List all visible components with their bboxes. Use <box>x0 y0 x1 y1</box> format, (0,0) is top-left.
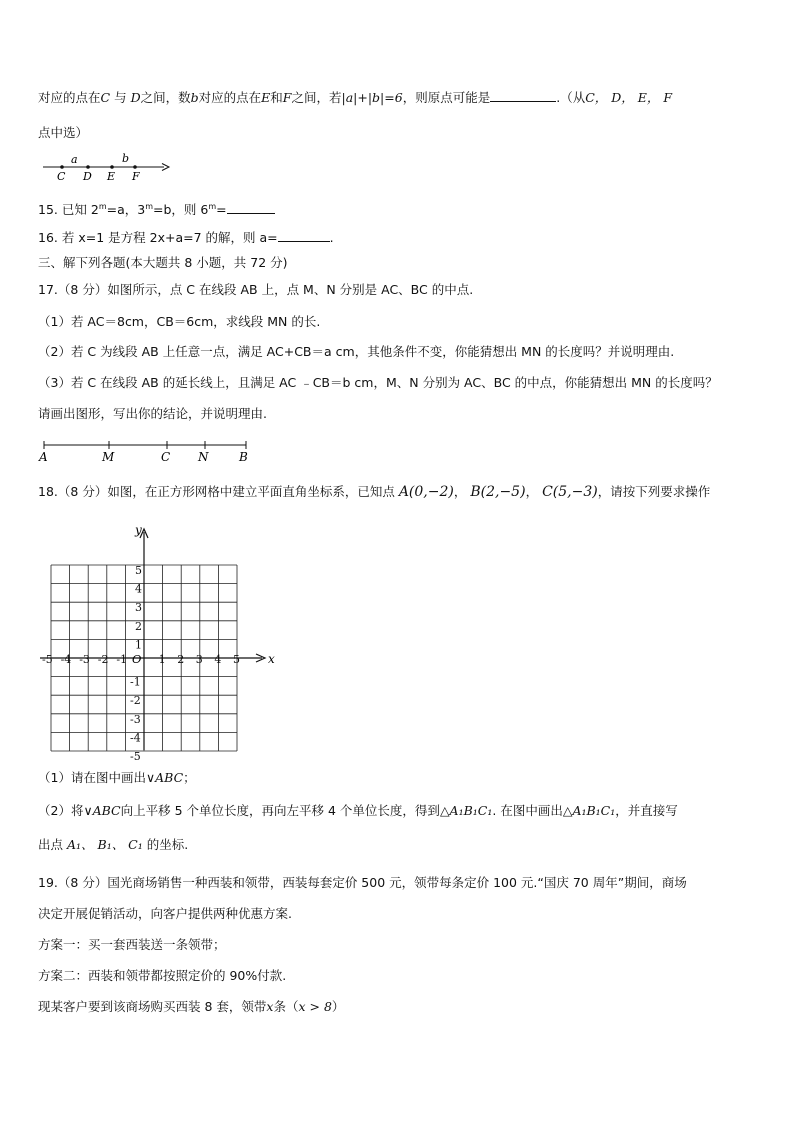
text: = <box>216 202 227 218</box>
y-tick-label: 4 <box>135 582 142 596</box>
text: 对应的点在 <box>198 90 262 105</box>
question-number: 18. <box>38 484 58 499</box>
x-tick-label: 4 <box>214 653 222 666</box>
text: （8 分）如图，在正方形网格中建立平面直角坐标系，已知点 <box>57 484 395 499</box>
y-tick-label: -4 <box>130 731 141 745</box>
label-e: E <box>107 170 116 183</box>
q18-part2-line1 <box>38 802 678 820</box>
x-tick-label: -3 <box>79 653 90 666</box>
text: =b，则 6 <box>153 202 209 218</box>
x-tick-label: 5 <box>233 653 240 666</box>
triangle-label: △A₁B₁C₁ <box>562 803 616 818</box>
q16 <box>38 228 334 247</box>
y-axis-label: y <box>135 523 142 537</box>
y-tick-label: -2 <box>130 694 141 708</box>
y-tick-label: 3 <box>135 601 142 615</box>
q14-line2: 点中选） <box>38 125 89 140</box>
variable: b <box>190 90 199 105</box>
q15 <box>38 198 275 219</box>
q19-plan2: 方案二：西装和领带都按照定价的 90%付款. <box>38 968 287 983</box>
point-label: C <box>100 90 111 105</box>
text: 与 <box>114 90 127 105</box>
label-c: C <box>57 170 66 183</box>
q17-part3-line1: （3）若 C 在线段 AB 的延长线上，且满足 AC ﹣CB＝b cm，M、N 分别为 AC、BC 的中点，你能猜想出 MN 的长度吗？ <box>38 375 718 390</box>
text: 之间，数 <box>140 90 191 105</box>
text: 对应的点在 <box>38 90 101 105</box>
triangle-label: △A₁B₁C₁ <box>439 803 493 818</box>
text: （8 分）如图所示，点 C 在线段 AB 上，点 M、N 分别是 AC、BC 的中点. <box>57 282 474 297</box>
x-tick-label: -2 <box>97 653 109 666</box>
y-tick-label: 1 <box>135 638 142 652</box>
x-tick-label: 2 <box>177 653 185 666</box>
triangle-label: ∨ABC <box>145 770 184 785</box>
text: （1）请在图中画出 <box>38 770 146 785</box>
choices: C， D， E， F <box>585 90 673 105</box>
text: 的坐标. <box>146 837 189 852</box>
x-tick-label: 3 <box>195 653 203 666</box>
q19-plan1: 方案一：买一套西装送一条领带； <box>38 937 226 952</box>
exponent: m <box>208 202 217 211</box>
label-b: b <box>122 152 130 165</box>
y-tick-label: -5 <box>130 750 141 763</box>
text: 现某客户要到该商场购买西装 8 套，领带 <box>38 999 267 1014</box>
label-f: F <box>132 170 140 183</box>
text: . 在图中画出 <box>492 803 563 818</box>
point-e-dot <box>110 165 114 169</box>
question-number: 17. <box>38 282 58 297</box>
q17-segment-figure <box>36 436 252 464</box>
x-tick-label: -5 <box>42 653 53 666</box>
point-d-dot <box>86 165 90 169</box>
question-number: 19. <box>38 875 58 890</box>
coordinate-grid <box>40 520 290 763</box>
q14-line1 <box>38 88 672 107</box>
text: ； <box>183 770 196 785</box>
answer-blank[interactable] <box>227 200 275 214</box>
triangle-label: ∨ABC <box>83 803 121 818</box>
q18-intro <box>38 483 710 501</box>
point-c-dot <box>60 165 64 169</box>
question-number: 15. <box>38 202 58 218</box>
q17-part2: （2）若 C 为线段 AB 上任意一点，满足 AC+CB＝a cm，其他条件不变，你能猜想出 MN 的长度吗？并说明理由. <box>38 344 675 359</box>
text: 条（ <box>273 999 299 1014</box>
point-f-dot <box>133 165 137 169</box>
origin-label: O <box>132 652 142 666</box>
text: （2）将 <box>38 803 84 818</box>
text: =a，3 <box>106 202 146 218</box>
text: 之间，若 <box>291 90 342 105</box>
answer-blank[interactable] <box>278 228 330 242</box>
text: .（从 <box>556 90 586 105</box>
x-axis-label: x <box>268 652 275 666</box>
label-n: N <box>198 450 209 464</box>
q18-part1 <box>38 769 196 787</box>
text: 和 <box>270 90 283 105</box>
exponent: m <box>145 202 153 211</box>
y-tick-label: 5 <box>135 564 142 577</box>
q14-number-line <box>40 152 172 184</box>
section-title: 三、解下列各题(本大题共 8 小题，共 72 分) <box>38 255 288 270</box>
equation: |a|+|b|=6 <box>341 90 403 105</box>
q19-line5 <box>38 998 344 1016</box>
label-c: C <box>161 450 171 464</box>
q19-line1 <box>38 874 687 892</box>
x-tick-label: -4 <box>60 653 72 666</box>
point-a: A(0,−2) <box>398 484 454 500</box>
question-number: 16. <box>38 230 58 245</box>
label-a: A <box>39 450 48 464</box>
variable: x <box>266 999 274 1014</box>
text: ，请按下列要求操作 <box>597 484 711 499</box>
text: ， <box>525 484 539 499</box>
exponent: m <box>98 202 107 211</box>
text: ， <box>453 484 467 499</box>
condition: x > 8 <box>298 999 332 1014</box>
x-tick-label: -1 <box>116 653 128 666</box>
text: 若 x=1 是方程 2x+a=7 的解，则 a= <box>61 230 278 245</box>
q17-intro <box>38 281 473 299</box>
q17-part3-line2: 请画出图形，写出你的结论，并说明理由. <box>38 406 267 421</box>
y-tick-label: 2 <box>135 619 142 633</box>
y-tick-label: -1 <box>130 675 141 689</box>
text: 向上平移 5 个单位长度，再向左平移 4 个单位长度，得到 <box>120 803 440 818</box>
point-label: E <box>261 90 271 105</box>
y-tick-label: -3 <box>130 712 141 726</box>
points-list: A₁、 B₁、 C₁ <box>67 837 143 852</box>
q17-part1: （1）若 AC＝8cm，CB＝6cm，求线段 MN 的长. <box>38 314 321 329</box>
text: ） <box>331 999 345 1014</box>
text: ，则原点可能是 <box>402 90 491 105</box>
q19-line2: 决定开展促销活动，向客户提供两种优惠方案. <box>38 906 292 921</box>
text: （8 分）国光商场销售一种西装和领带，西装每套定价 500 元，领带每条定价 100 元.“国庆 70 周年”期间，商场 <box>57 875 687 890</box>
label-b: B <box>239 450 248 464</box>
answer-blank[interactable] <box>490 88 556 102</box>
text: 已知 2 <box>61 202 99 218</box>
label-d: D <box>83 170 92 183</box>
label-m: M <box>102 450 115 464</box>
text: 出点 <box>38 837 64 852</box>
text: ，并直接写 <box>615 803 678 818</box>
point-label: F <box>282 90 292 105</box>
q18-part2-line2 <box>38 836 188 854</box>
point-b: B(2,−5) <box>470 484 526 500</box>
label-a: a <box>71 153 78 166</box>
point-c: C(5,−3) <box>542 484 598 500</box>
text: . <box>329 230 334 245</box>
x-tick-label: 1 <box>158 653 166 666</box>
point-label: D <box>130 90 141 105</box>
